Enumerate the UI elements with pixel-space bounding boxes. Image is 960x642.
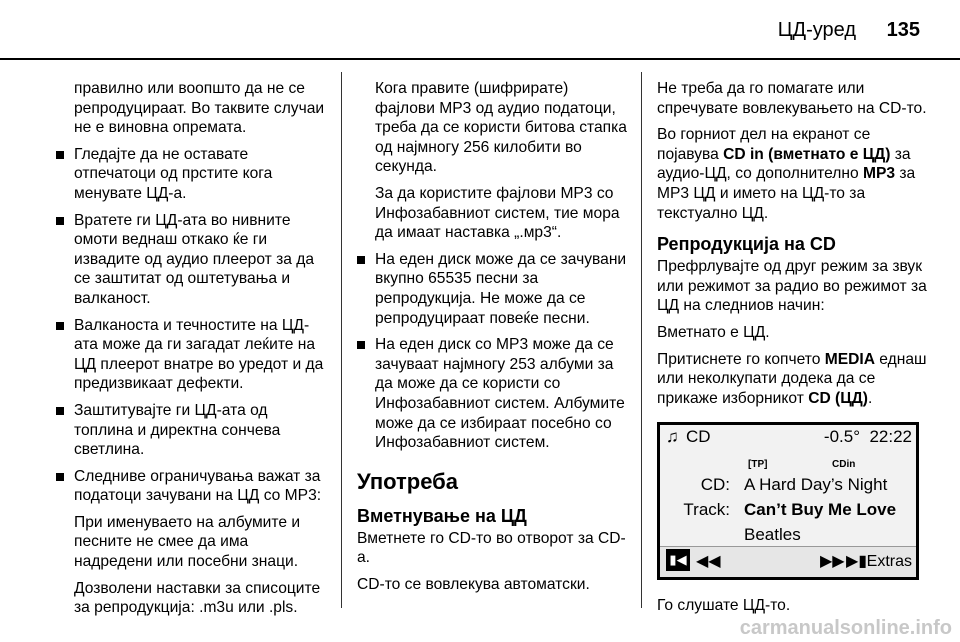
- header-rule: [0, 58, 960, 60]
- music-note-icon: ♫: [666, 427, 679, 447]
- cd-display-screenshot: ♫ CD -0.5° 22:22 [TP] CDin CD: A Hard Day’s Night Track: Can’t Buy Me Love Beatles ▮◀ ◀◀ ▶▶ ▶▮ Extras: [657, 422, 919, 580]
- paragraph-extension: За да користите фајлови MP3 со Инфозабавниот систем, тие мора да имаат наставка „.мр3“.: [375, 184, 620, 242]
- skip-previous-icon[interactable]: ▮◀: [666, 549, 690, 571]
- bullet-square-icon: [56, 217, 64, 225]
- column-2: [357, 79, 627, 601]
- page-number: 135: [886, 19, 920, 41]
- bullet-square-icon: [56, 473, 64, 481]
- image-caption: Го слушате ЦД-то.: [657, 597, 791, 615]
- paragraph-auto: CD-то се вовлекува автоматски.: [357, 575, 590, 593]
- bullet-square-icon: [56, 322, 64, 330]
- display-controls-bar: [660, 546, 916, 577]
- column-divider-1: [341, 72, 342, 608]
- section-heading-usage: Употреба: [357, 468, 459, 494]
- bullet-square-icon: [56, 407, 64, 415]
- display-time: 22:22: [869, 427, 912, 447]
- paragraph-inserted: Вметнато е ЦД.: [657, 323, 770, 341]
- intro-paragraph: правилно или воопшто да не се репродуцираат. Во таквите случаи не е виновна опремата.: [74, 80, 325, 137]
- rewind-icon[interactable]: ◀◀: [696, 553, 721, 571]
- column-1: [56, 79, 326, 625]
- bullet-list-1: [56, 145, 326, 506]
- bullet-item: На еден диск со MP3 може да се зачуваат најмногу 253 албуми за да може да се користи со Инфозабавниот систем. Албумите може да се избираат посебно со Инфозабавниот систем.: [357, 335, 627, 453]
- column-3: [657, 79, 927, 623]
- page-header: [0, 0, 960, 60]
- paragraph-media: Притиснете го копчето MEDIA еднаш или неколкупати додека да се прикаже изборникот CD (ЦД).: [657, 350, 927, 407]
- bullet-item: Вратете ги ЦД-ата во нивните омоти веднаш откако ќе ги извадите од аудио плеерот за да се заштитат од оштетувања и валканост.: [56, 211, 326, 309]
- bullet-item: На еден диск може да се зачувани вкупно 65535 песни за репродукција. Не може да се репродуцираат повеќе песни.: [357, 250, 627, 328]
- bullet-item: Заштитувајте ги ЦД-ата од топлина и директна сончева светлина.: [56, 401, 326, 460]
- display-source: CD: [686, 427, 711, 447]
- bullet-square-icon: [357, 341, 365, 349]
- extras-button[interactable]: Extras: [866, 553, 912, 571]
- display-temperature: -0.5°: [823, 427, 860, 447]
- paragraph-no-help: Не треба да го помагате или спречувате вовлекувањето на CD-то.: [657, 80, 927, 117]
- watermark: carmanualsonline.info: [739, 617, 952, 639]
- bullet-list-2: [357, 250, 627, 453]
- cdin-indicator: CDin: [832, 459, 856, 471]
- fast-forward-icon[interactable]: ▶▶: [820, 553, 845, 571]
- display-status-bar: [660, 425, 916, 449]
- sub-paragraph-1: При именуваето на албумите и песните не смее да има надредени или посебни знаци.: [74, 513, 301, 571]
- bullet-item: Гледајте да не оставате отпечатоци од прстите кога менувате ЦД-а.: [56, 145, 326, 204]
- tp-indicator: [TP]: [748, 459, 768, 471]
- paragraph-switch: Префрлувајте од друг режим за звук или режимот за радио во режимот за ЦД на следниов начин:: [657, 258, 927, 315]
- header-title: ЦД-уред: [777, 19, 856, 41]
- skip-next-icon[interactable]: ▶▮: [846, 553, 868, 571]
- paragraph-insert: Вметнете го CD-то во отворот за CD-а.: [357, 529, 626, 567]
- bullet-square-icon: [357, 256, 365, 264]
- column-divider-2: [641, 72, 642, 608]
- subheading-insert-cd: Вметнување на ЦД: [357, 505, 527, 526]
- paragraph-bitrate: Кога правите (шифрирате) фајлови MP3 од аудио податоци, треба да се користи битова стапка од најмногу 256 килобити во секунда.: [375, 80, 627, 176]
- sub-paragraph-2: Дозволени наставки за списоците за репродукција: .m3u или .pls.: [74, 579, 321, 617]
- bullet-item: Следниве ограничувања важат за податоци зачувани на ЦД со MP3:: [56, 467, 326, 506]
- subheading-playback: Репродукција на CD: [657, 234, 836, 255]
- paragraph-cd-in: Во горниот дел на екранот се појавува CD in (вметнато е ЦД) за аудио-ЦД, со дополнително MP3 за MP3 ЦД и името на ЦД-то за текстуално ЦД.: [657, 126, 916, 222]
- bullet-item: Валканоста и течностите на ЦД-ата може да ги загадат леќите на ЦД плеерот внатре во уредот и да предизвикаат дефекти.: [56, 316, 326, 394]
- bullet-square-icon: [56, 151, 64, 159]
